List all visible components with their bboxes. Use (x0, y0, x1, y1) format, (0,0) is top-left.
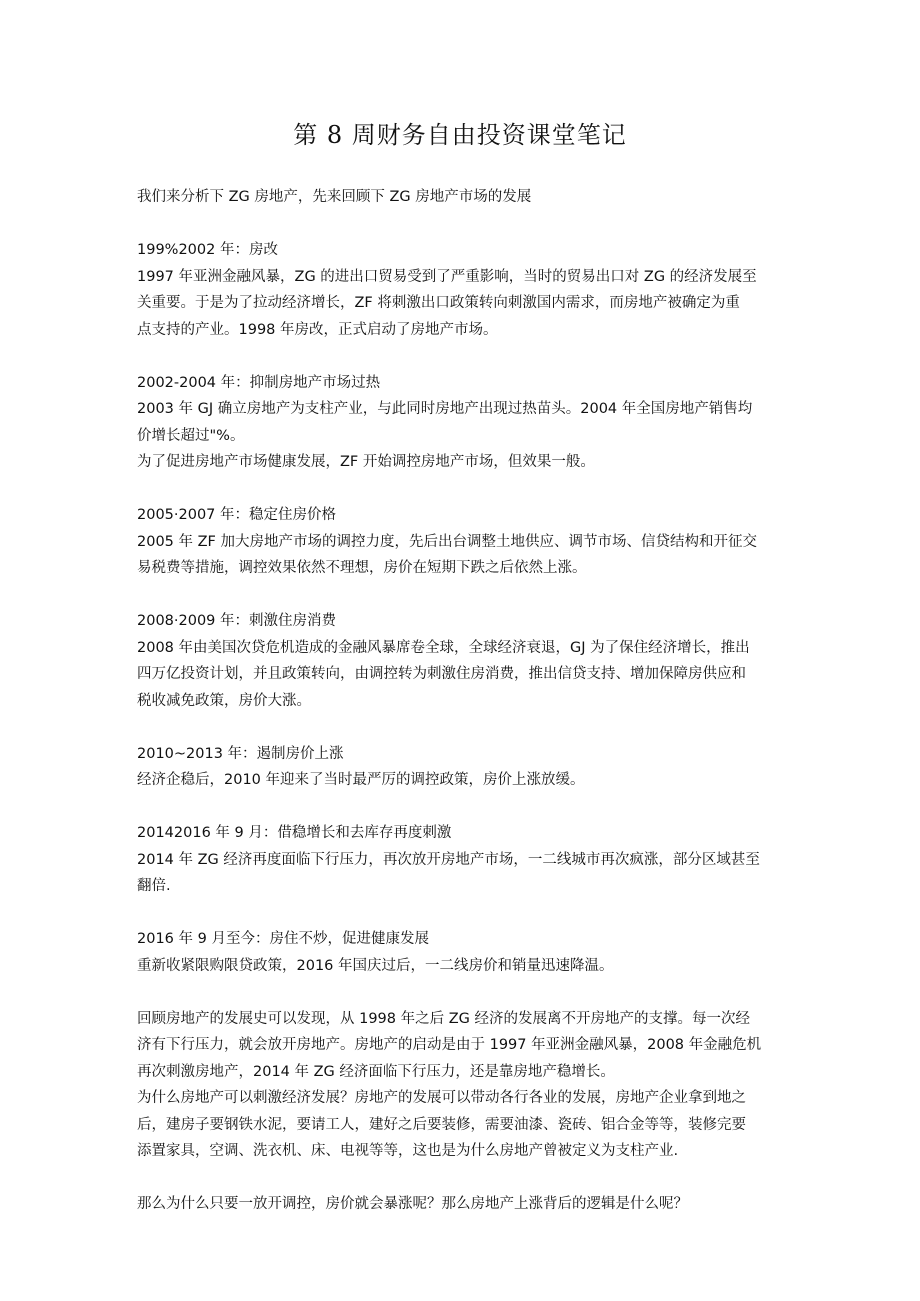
text-line: 2005 年 ZF 加大房地产市场的调控力度，先后出台调整土地供应、调节市场、信贷结构和开征交 (137, 533, 757, 550)
text-line: 经济企稳后，2010 年迎来了当时最严厉的调控政策，房价上涨放缓。 (137, 772, 585, 788)
paragraph-gap (137, 900, 787, 927)
text-line: 易税费等措施，调控效果依然不理想，房价在短期下跌之后依然上涨。 (137, 560, 587, 576)
paragraph-gap (137, 582, 787, 609)
paragraph-gap (137, 714, 787, 741)
text-line: 2014 年 ZG 经济再度面临下行压力，再次放开房地产市场，一二线城市再次疯涨，部分区域甚至 (137, 851, 760, 868)
text-line: 添置家具，空调、洗衣机、床、电视等等，这也是为什么房地产曾被定义为支柱产业. (137, 1143, 679, 1159)
text-line: 税收减免政策，房价大涨。 (137, 692, 311, 709)
text-line: 点支持的产业。1998 年房改，正式启动了房地产市场。 (137, 321, 498, 338)
text-line: 那么为什么只要一放开调控，房价就会暴涨呢？那么房地产上涨背后的逻辑是什么呢？ (137, 1196, 688, 1212)
document-title: 第 8 周财务自由投资课堂笔记 (293, 121, 627, 149)
paragraph-gap (137, 211, 787, 238)
text-line: 四万亿投资计划，并且政策转向，由调控转为刺激住房消费，推出信贷支持、增加保障房供应和 (137, 666, 746, 682)
text-line: 再次刺激房地产，2014 年 ZG 经济面临下行压力，还是靠房地产稳增长。 (137, 1063, 615, 1080)
text-line: 2008 年由美国次贷危机造成的金融风暴席卷全球，全球经济衰退，GJ 为了保住经济增长，推出 (137, 639, 750, 656)
text-line: 2003 年 GJ 确立房地产为支柱产业，与此同时房地产出现过热苗头。2004 年全国房地产销售均 (137, 401, 753, 417)
text-line: 2002-2004 年：抑制房地产市场过热 (137, 374, 381, 391)
paragraph-gap (137, 794, 787, 821)
text-line: 2005·2007 年：稳定住房价格 (137, 507, 337, 523)
paragraph-gap (137, 979, 787, 1006)
text-line: 回顾房地产的发展史可以发现，从 1998 年之后 ZG 经济的发展离不开房地产的支撑。每一次经 (137, 1010, 751, 1027)
document-body (137, 184, 787, 1218)
text-line: 2016 年 9 月至今：房住不炒，促进健康发展 (137, 931, 429, 947)
text-line: 重新收紧限购限贷政策，2016 年国庆过后，一二线房价和销量迅速降温。 (137, 957, 614, 974)
text-line: 2008·2009 年：刺激住房消费 (137, 613, 337, 629)
text-line: 1997 年亚洲金融风暴，ZG 的进出口贸易受到了严重影响，当时的贸易出口对 ZG 的经济发展至 (137, 268, 757, 285)
text-line: 价增长超过"%。 (137, 427, 245, 444)
text-line: 20142016 年 9 月：借稳增长和去库存再度刺激 (137, 825, 452, 841)
paragraph-gap (137, 476, 787, 503)
text-line: 济有下行压力，就会放开房地产。房地产的启动是由于 1997 年亚洲金融风暴，2008 年金融危机 (137, 1037, 762, 1053)
text-line: 199%2002 年：房改 (137, 242, 278, 258)
text-line: 后，建房子要钢铁水泥，要请工人，建好之后要装修，需要油漆、瓷砖、铝合金等等，装修完要 (137, 1116, 746, 1133)
text-line: 我们来分析下 ZG 房地产，先来回顾下 ZG 房地产市场的发展 (137, 189, 532, 205)
paragraph-gap (137, 1165, 787, 1192)
text-line: 为了促进房地产市场健康发展，ZF 开始调控房地产市场，但效果一般。 (137, 454, 595, 470)
text-line: 2010~2013 年：遏制房价上涨 (137, 745, 344, 762)
text-line: 关重要。于是为了拉动经济增长，ZF 将刺激出口政策转向刺激国内需求，而房地产被确定为重 (137, 295, 740, 311)
text-line: 翻倍. (137, 878, 171, 894)
text-line: 为什么房地产可以刺激经济发展？房地产的发展可以带动各行各业的发展，房地产企业拿到地之 (137, 1090, 746, 1106)
paragraph-gap (137, 343, 787, 370)
